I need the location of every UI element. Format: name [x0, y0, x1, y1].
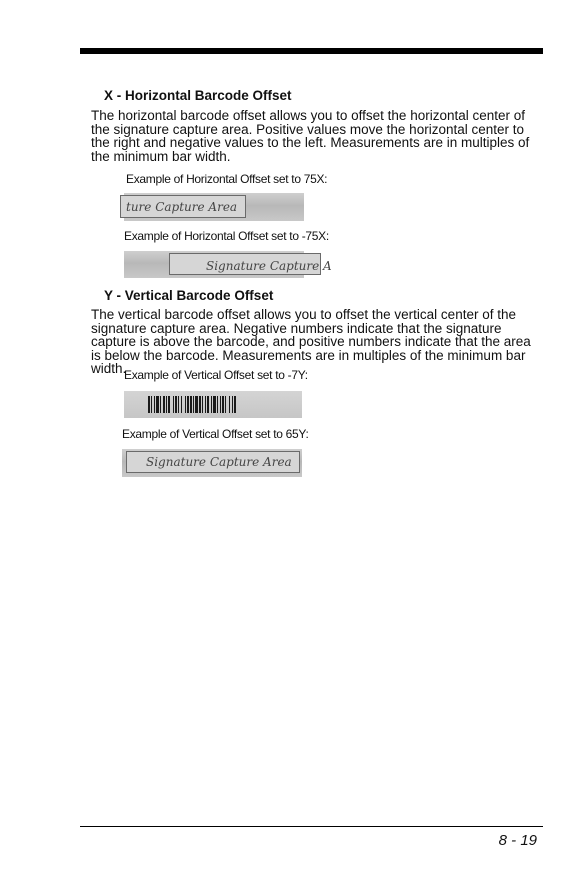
- signature-area-text: ture Capture Area: [126, 200, 238, 214]
- example-vertical-65y-image: [122, 449, 302, 477]
- bottom-rule: [80, 826, 543, 827]
- barcode: [148, 396, 276, 413]
- example-horizontal-75x-image: [124, 193, 304, 221]
- example-vertical-neg7y-caption: Example of Vertical Offset set to -7Y:: [124, 368, 308, 382]
- section-x-heading: X - Horizontal Barcode Offset: [104, 88, 292, 103]
- example-vertical-65y-caption: Example of Vertical Offset set to 65Y:: [122, 427, 309, 441]
- section-x-body: The horizontal barcode offset allows you to offset the horizontal center of the signature capture area. Positive values move the horizontal center to the right and negative values to the left. Measurements are in multiples of the minimum bar width.: [91, 108, 530, 164]
- page-number: 8 - 19: [498, 832, 537, 849]
- section-y-body: The vertical barcode offset allows you to offset the vertical center of the signature capture area. Negative numbers indicate that the signature capture is above the barcode, and positive numbers indicate that the area is below the barcode. Measurements are in multiples of the minimum bar width.: [91, 307, 531, 377]
- barcode-bar: [236, 396, 237, 413]
- signature-area-text: Signature Capture A: [206, 259, 332, 273]
- example-horizontal-neg75x-image: [124, 251, 332, 278]
- example-horizontal-75x-caption: Example of Horizontal Offset set to 75X:: [126, 172, 328, 186]
- section-y-heading: Y - Vertical Barcode Offset: [104, 288, 274, 303]
- top-rule: [80, 48, 543, 54]
- signature-area-text: Signature Capture Area: [146, 455, 292, 469]
- example-horizontal-neg75x-caption: Example of Horizontal Offset set to -75X:: [124, 229, 329, 243]
- example-vertical-neg7y-image: [124, 391, 302, 418]
